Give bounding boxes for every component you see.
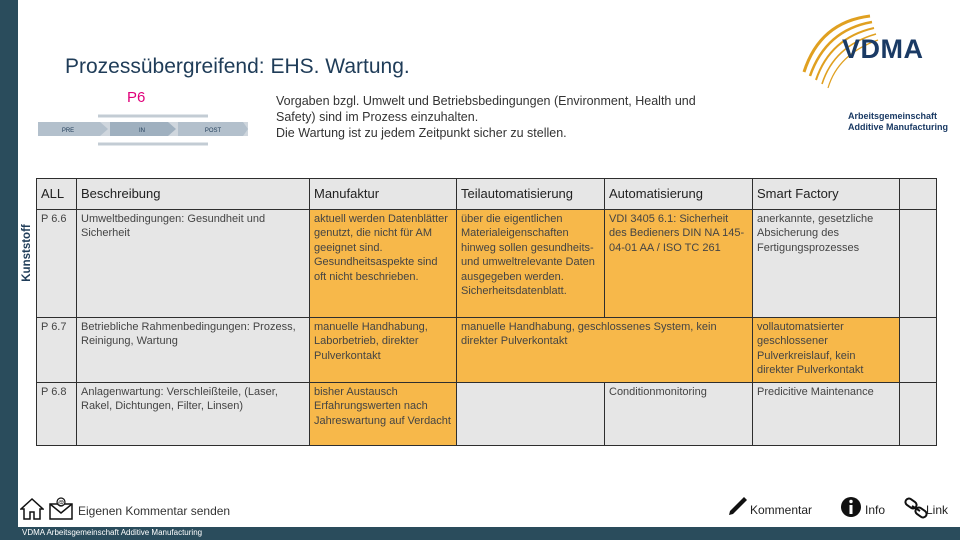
intro-line: Die Wartung ist zu jedem Zeitpunkt sicher zu stellen. <box>276 126 567 140</box>
cell-teil-automatisierung-merged: manuelle Handhabung, geschlossenes System, kein direkter Pulverkontakt <box>457 318 753 383</box>
intro-line: Vorgaben bzgl. Umwelt und Betriebsbedingungen (Environment, Health und <box>276 94 696 108</box>
footer-bar <box>0 527 960 540</box>
maturity-table <box>36 178 937 446</box>
table-row <box>37 383 937 446</box>
cell-empty <box>900 318 937 383</box>
table-header-row <box>37 179 937 210</box>
footer-text: VDMA Arbeitsgemeinschaft Additive Manufacturing <box>22 528 203 537</box>
logo-subtitle: Additive Manufacturing <box>848 122 949 132</box>
row-id: P 6.8 <box>37 383 77 446</box>
header-smart-factory: Smart Factory <box>753 179 900 210</box>
row-beschreibung: Umweltbedingungen: Gesundheit und Sicherheit <box>77 210 310 318</box>
left-accent-bar <box>0 0 18 540</box>
cell-empty <box>900 210 937 318</box>
pipeline-stage-post: POST <box>204 128 222 134</box>
material-side-label <box>18 212 36 294</box>
table-row <box>37 318 937 383</box>
page-title: Prozessübergreifend: EHS. Wartung. <box>65 55 410 78</box>
header-empty <box>900 179 937 210</box>
info-icon[interactable] <box>840 496 862 518</box>
vdma-logo: VDMA <box>842 34 924 64</box>
pipeline-stage-pre: PRE <box>61 128 75 134</box>
home-icon[interactable] <box>20 497 44 521</box>
header-manufaktur: Manufaktur <box>310 179 457 210</box>
table-row <box>37 210 937 318</box>
process-pipeline-graphic <box>38 108 248 150</box>
intro-line: Safety) sind im Prozess einzuhalten. <box>276 110 479 124</box>
cell-smart-factory: Predicitive Maintenance <box>753 383 900 446</box>
header-automatisierung: Automatisierung <box>605 179 753 210</box>
mail-icon[interactable] <box>48 497 74 521</box>
header-teilautomatisierung: Teilautomatisierung <box>457 179 605 210</box>
header-beschreibung: Beschreibung <box>77 179 310 210</box>
svg-text:@: @ <box>57 500 65 507</box>
side-label-text: Kunststoff <box>21 224 33 282</box>
process-id: P6 <box>127 89 146 106</box>
cell-manufaktur: bisher Austausch Erfahrungswerten nach Jahreswartung auf Verdacht <box>310 383 457 446</box>
row-beschreibung: Anlagenwartung: Verschleißteile, (Laser, Rakel, Dichtungen, Filter, Linsen) <box>77 383 310 446</box>
link-icon[interactable] <box>904 497 928 519</box>
cell-teilautomatisierung <box>457 383 605 446</box>
row-beschreibung: Betriebliche Rahmenbedingungen: Prozess, Reinigung, Wartung <box>77 318 310 383</box>
cell-teilautomatisierung: über die eigentlichen Materialeigenschaften hinweg sollen gesundheits- und umweltrelevante Daten ausgegeben werden. Sicherheitsdatenblatt. <box>457 210 605 318</box>
pipeline-stage-in: IN <box>139 128 145 134</box>
cell-smart-factory: vollautomatsierter geschlossener Pulverkreislauf, kein direkter Pulverkontakt <box>753 318 900 383</box>
header-all: ALL <box>37 179 77 210</box>
row-id: P 6.6 <box>37 210 77 318</box>
cell-smart-factory: anerkanntе, gesetzliche Absicherung des Fertigungsprozesses <box>753 210 900 318</box>
comment-link[interactable]: Kommentar <box>750 503 813 517</box>
send-comment-link[interactable]: Eigenen Kommentar senden <box>78 504 231 518</box>
cell-automatisierung: VDI 3405 6.1: Sicherheit des Bedieners DIN NA 145-04-01 AA / ISO TC 261 <box>605 210 753 318</box>
intro-text <box>276 93 776 141</box>
pen-icon[interactable] <box>726 495 748 519</box>
cell-manufaktur: aktuell werden Datenblätter genutzt, die nicht für AM geeignet sind. Gesundheitsaspekte sind oft nicht beschrieben. <box>310 210 457 318</box>
cell-manufaktur: manuelle Handhabung, Laborbetrieb, direkter Pulverkontakt <box>310 318 457 383</box>
logo-subtitle: Arbeitsgemeinschaft <box>848 111 938 121</box>
cell-empty <box>900 383 937 446</box>
row-id: P 6.7 <box>37 318 77 383</box>
info-link[interactable]: Info <box>865 503 886 517</box>
cell-automatisierung: Conditionmonitoring <box>605 383 753 446</box>
link-link[interactable]: Link <box>926 503 949 517</box>
